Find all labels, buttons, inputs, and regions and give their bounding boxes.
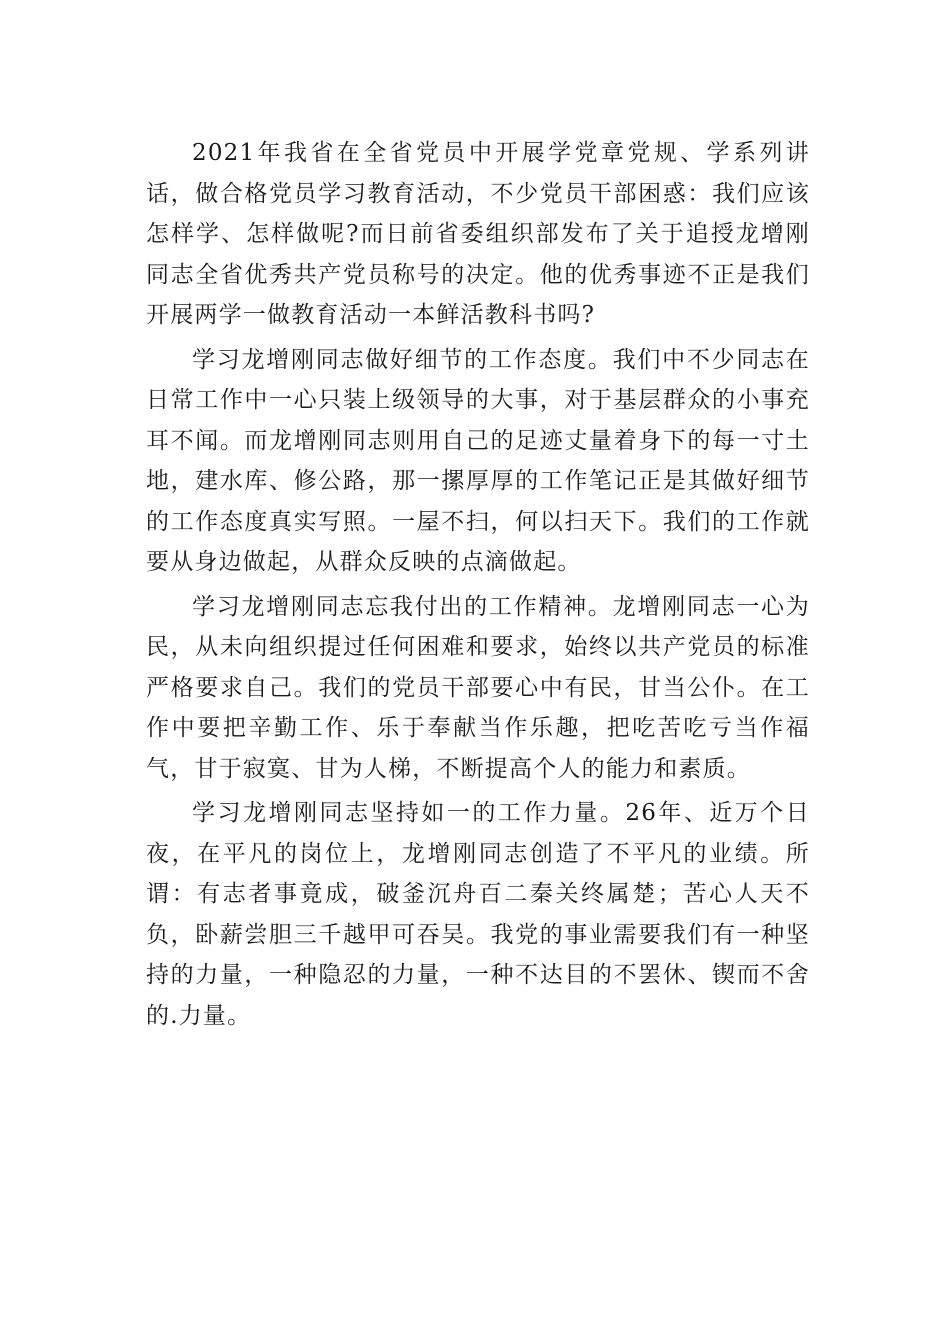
paragraph-work-attitude: 学习龙增刚同志做好细节的工作态度。我们中不少同志在日常工作中一心只装上级领导的大事，对于基层群众的小事充耳不闻。而龙增刚同志则用自己的足迹丈量着身下的每一寸土地，建水库、修公路，那一摞厚厚的工作笔记正是其做好细节的工作态度真实写照。一屋不扫，何以扫天下。我们的工作就要从身边做起，从群众反映的点滴做起。 — [146, 346, 810, 575]
paragraph-intro: 2021年我省在全省党员中开展学党章党规、学系列讲话，做合格党员学习教育活动，不少党员干部困惑：我们应该怎样学、怎样做呢?而日前省委组织部发布了关于追授龙增刚同志全省优秀共产党员称号的决定。他的优秀事迹不正是我们开展两学一做教育活动一本鲜活教科书吗? — [146, 140, 810, 328]
paragraph-work-spirit: 学习龙增刚同志忘我付出的工作精神。龙增刚同志一心为民，从未向组织提过任何困难和要求，始终以共产党员的标准严格要求自己。我们的党员干部要心中有民，甘当公仆。在工作中要把辛勤工作、乐于奉献当作乐趣，把吃苦吃亏当作福气，甘于寂寞、甘为人梯，不断提高个人的能力和素质。 — [146, 593, 810, 782]
document-body — [146, 133, 810, 1040]
paragraph-work-strength: 学习龙增刚同志坚持如一的工作力量。26年、近万个日夜，在平凡的岗位上，龙增刚同志创造了不平凡的业绩。所谓：有志者事竟成，破釜沉舟百二秦关终属楚；苦心人天不负，卧薪尝胆三千越甲可吞吴。我党的事业需要我们有一种坚持的力量，一种隐忍的力量，一种不达目的不罢休、锲而不舍的.力量。 — [146, 800, 810, 1029]
